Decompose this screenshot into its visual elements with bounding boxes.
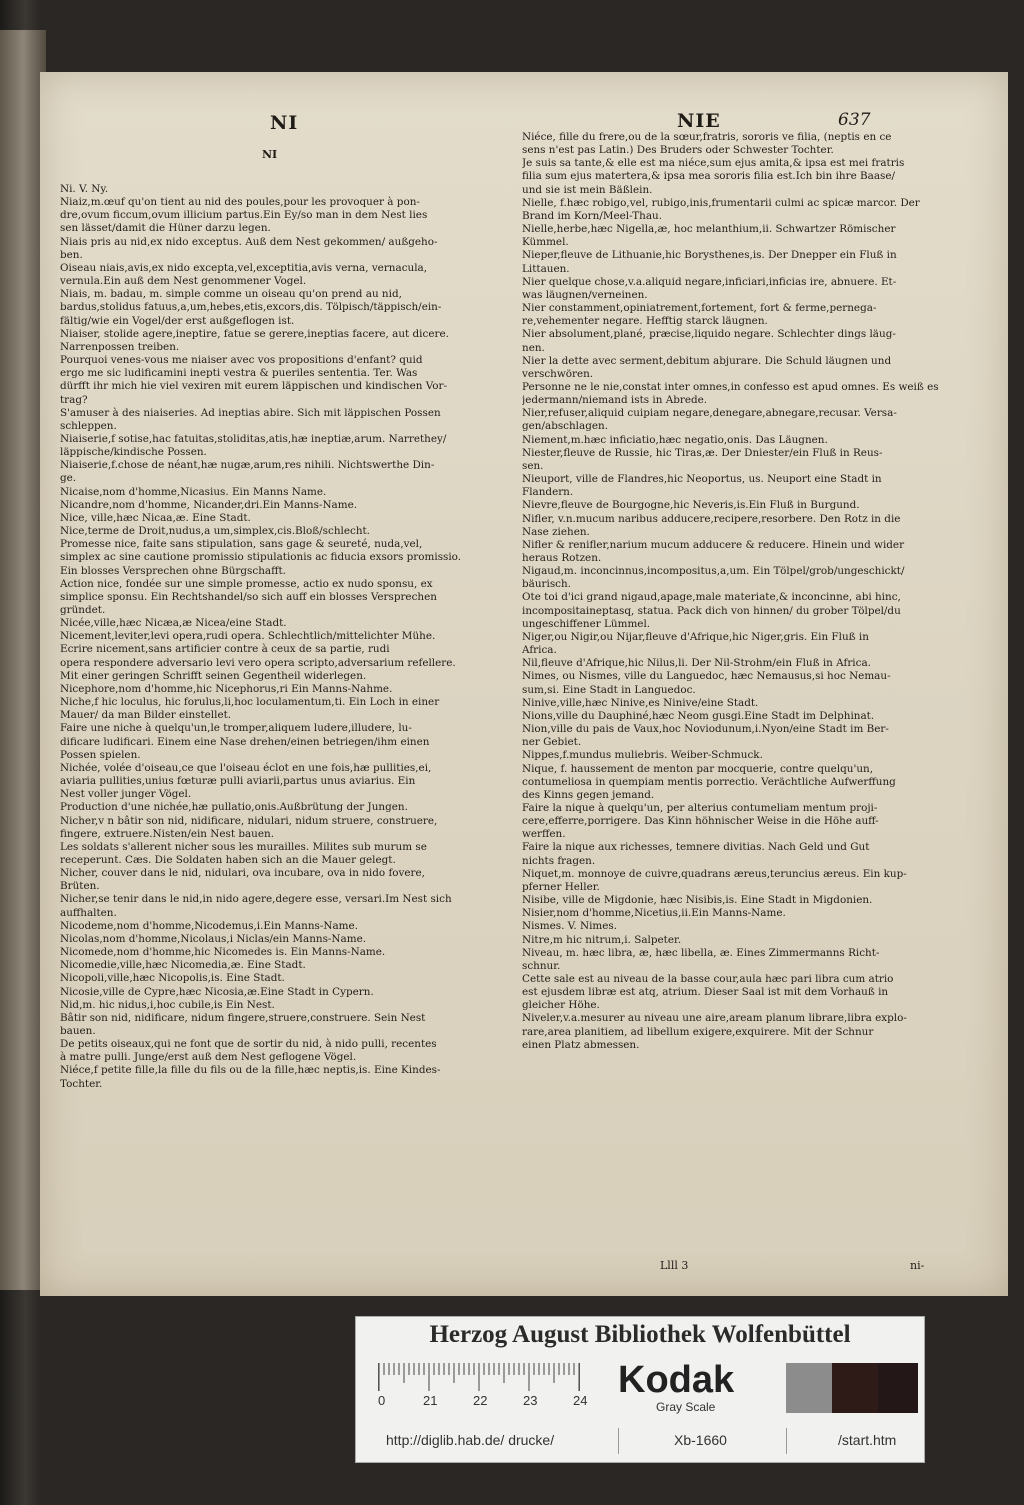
dictionary-line: dre,ovum ficcum,ovum illicium partus.Ein Ey/so man in dem Nest lies [60, 209, 428, 222]
dictionary-line: Pourquoi venes-vous me niaiser avec vos propositions d'enfant? quid [60, 354, 423, 367]
dictionary-line: Nique, f. haussement de menton par mocquerie, contre quelqu'un, [522, 762, 874, 775]
shelfmark: Xb-1660 [674, 1432, 727, 1448]
dictionary-line: sen. [522, 459, 544, 472]
right-running-head: NIE [677, 110, 721, 132]
dictionary-line: Niaiserie,f sotise,hac fatuitas,stoliditas,atis,hæ ineptiæ,arum. Narrethey/ [60, 432, 447, 445]
dictionary-line: Nifler, v.n.mucum naribus adducere,recipere,resorbere. Den Rotz in die [522, 512, 901, 525]
dictionary-line: Possen spielen. [60, 748, 141, 761]
dictionary-line: Cette sale est au niveau de la basse cour,aula hæc pari libra cum atrio [522, 973, 894, 985]
dictionary-line: Faire la nique aux richesses, temnere divitias. Nach Geld und Gut [522, 841, 870, 854]
dictionary-line: pferner Heller. [522, 880, 600, 893]
dictionary-line: gleicher Höhe. [522, 999, 600, 1012]
dictionary-line: rare,area planitiem, ad libellum exigere,exquirere. Mit der Schnur [522, 1025, 874, 1038]
section-subhead: NI [262, 148, 278, 161]
dictionary-line: Niement,m.hæc inficiatio,hæc negatio,onis. Das Läugnen. [522, 433, 828, 446]
signature-mark: Llll 3 [660, 1259, 689, 1272]
dictionary-line: Ecrire nicement,sans artificier contre à ceux de sa partie, rudi [60, 643, 390, 656]
dictionary-line: Personne ne le nie,constat inter omnes,in confesso est apud omnes. Es weiß es [522, 380, 939, 393]
dictionary-line: Niais, m. badau, m. simple comme un oiseau qu'on prend au nid, [60, 288, 402, 301]
dictionary-line: Nier constamment,opiniatrement,fortement, fort & ferme,pernega- [522, 302, 877, 315]
dictionary-line: simplice sponsu. Ein Rechtshandel/so sich auff ein blosses Versprechen [60, 590, 437, 603]
dictionary-line: Nier,refuser,aliquid cuipiam negare,denegare,abnegare,recusar. Versa- [522, 407, 897, 420]
ruler-label: 21 [423, 1393, 438, 1408]
ruler-label: 23 [523, 1393, 538, 1408]
gray-patch [832, 1363, 878, 1413]
right-entries [522, 131, 980, 1052]
ruler-label: 22 [473, 1393, 488, 1408]
dictionary-line: Nielle, f.hæc robigo,vel, rubigo,inis,frumentarii culmi ac spicæ marcor. Der [522, 196, 920, 209]
dictionary-line: Niaiserie,f.chose de néant,hæ nugæ,arum,res nihili. Nichtswerthe Din- [60, 459, 435, 472]
library-title: Herzog August Bibliothek Wolfenbüttel [429, 1321, 851, 1348]
dictionary-line: ben. [60, 248, 83, 261]
dictionary-line: gründet. [60, 604, 106, 616]
dictionary-line: vernula.Ein auß dem Nest genommener Vogel. [60, 275, 307, 288]
dictionary-line: Nieuport, ville de Flandres,hic Neoportus, us. Neuport eine Stadt in [522, 473, 882, 486]
dictionary-line: Littauen. [522, 262, 570, 275]
left-entries [60, 183, 498, 1091]
dictionary-line: verschwören. [522, 367, 594, 380]
dictionary-line: Nicodeme,nom d'homme,Nicodemus,i.Ein Manns-Name. [60, 919, 358, 932]
dictionary-line: Nisibe, ville de Migdonie, hæc Nisibis,is. Eine Stadt in Migdonien. [522, 894, 873, 907]
dictionary-line: Nippes,f.mundus muliebris. Weiber-Schmuck. [522, 749, 763, 762]
dictionary-line: cere,efferre,porrigere. Das Kinn höhnischer Weise in die Höhe auff- [522, 815, 879, 828]
dictionary-line: nichts fragen. [522, 854, 596, 867]
dictionary-line: Niger,ou Nigir,ou Nijar,fleuve d'Afrique,hic Niger,gris. Ein Fluß in [522, 630, 869, 643]
digital-library-url: http://diglib.hab.de/ drucke/ [386, 1432, 555, 1448]
dictionary-line: simplex ac sine cautione promissio stipulationis ac fiducia exsors promissio. [60, 551, 462, 564]
dictionary-line: Je suis sa tante,& elle est ma niéce,sum ejus amita,& ipsa est mei fratris [522, 157, 905, 170]
url-separator [618, 1428, 619, 1454]
dictionary-line: Nil,fleuve d'Afrique,hic Nilus,li. Der Nil-Strohm/ein Fluß in Africa. [522, 657, 871, 670]
scale-ruler [378, 1363, 580, 1391]
dictionary-line: schnur. [522, 959, 561, 972]
dictionary-line: Nion,ville du pais de Vaux,hoc Noviodunum,i.Nyon/eine Stadt im Ber- [522, 723, 889, 736]
dictionary-line: Niester,fleuve de Russie, hic Tiras,æ. Der Dniester/ein Fluß in Reus- [522, 446, 883, 459]
dictionary-line: aviaria pullities,unius fœturæ pulli aviarii,partus unus aviarius. Ein [60, 775, 416, 788]
dictionary-line: Nichée, volée d'oiseau,ce que l'oiseau éclot en une fois,hæ pullities,ei, [60, 761, 432, 774]
gray-scale-label: Gray Scale [656, 1400, 716, 1414]
dictionary-line: Bâtir son nid, nidificare, nidum fingere,struere,construere. Sein Nest [60, 1011, 426, 1024]
dictionary-line: dürfft ihr mich hie viel vexiren mit eurem läppischen und kindischen Vor- [60, 380, 447, 393]
dictionary-line: Ein blosses Versprechen ohne Bürgschafft. [60, 564, 286, 577]
dictionary-line: Les soldats s'allerent nicher sous les murailles. Milites sub murum se [60, 840, 427, 853]
dictionary-line: Nielle,herbe,hæc Nigella,æ, hoc melanthium,ii. Schwartzer Römischer [522, 223, 896, 236]
dictionary-line: Nicher,v n bâtir son nid, nidificare, nidulari, nidum struere, construere, [60, 814, 438, 827]
dictionary-line: Oiseau niais,avis,ex nido excepta,vel,exceptitia,avis verna, vernacula, [60, 261, 428, 274]
ruler-label: 24 [573, 1393, 588, 1408]
dictionary-line: läppische/kindische Possen. [60, 446, 207, 459]
dictionary-line: einen Platz abmessen. [522, 1038, 640, 1051]
dictionary-line: Nicosie,ville de Cypre,hæc Nicosia,æ.Eine Stadt in Cypern. [60, 985, 374, 998]
ruler-labels [378, 1393, 628, 1409]
dictionary-line: Africa. [522, 644, 557, 657]
ruler-ticks [379, 1363, 579, 1391]
dictionary-line: bäurisch. [522, 578, 571, 591]
dictionary-line: Niaiz,m.œuf qu'on tient au nid des poules,pour les provoquer à pon- [60, 196, 420, 209]
dictionary-line: sum,si. Eine Stadt in Languedoc. [522, 683, 696, 696]
dictionary-line: Niquet,m. monnoye de cuivre,quadrans æreus,teruncius æreus. Ein kup- [522, 867, 907, 880]
dictionary-line: gen/abschlagen. [522, 420, 608, 433]
dictionary-line: Nifler & renifler,narium mucum adducere & reducere. Hinein und wider [522, 538, 905, 551]
dictionary-line: Nicomede,nom d'homme,hic Nicomedes is. Ein Manns-Name. [60, 946, 386, 959]
catchword: ni- [910, 1259, 925, 1272]
dictionary-line: Nicaise,nom d'homme,Nicasius. Ein Manns Name. [60, 485, 327, 498]
dictionary-line: incompositaineptasq, statua. Pack dich von hinnen/ du grober Tölpel/du [522, 604, 901, 617]
dictionary-line: heraus Rotzen. [522, 552, 602, 564]
dictionary-line: Nicandre,nom d'homme, Nicander,dri.Ein Manns-Name. [60, 498, 358, 511]
dictionary-line: Nimes, ou Nismes, ville du Languedoc, hæc Nemausus,si hoc Nemau- [522, 670, 891, 683]
dictionary-line: fingere, extruere.Nisten/ein Nest bauen. [60, 827, 275, 840]
dictionary-line: Nieper,fleuve de Lithuanie,hic Borysthenes,is. Der Dnepper ein Fluß in [522, 249, 897, 262]
dictionary-line: was läugnen/verneinen. [522, 288, 648, 301]
dictionary-line: Nier absolument,plané, præcise,liquido negare. Schlechter dings läug- [522, 328, 896, 341]
dictionary-line: und sie ist mein Bäßlein. [522, 183, 653, 196]
dictionary-line: Nicée,ville,hæc Nicæa,æ Nicea/eine Stadt. [60, 617, 287, 630]
dictionary-line: Niéce,f petite fille,la fille du fils ou de la fille,hæc neptis,is. Eine Kindes- [60, 1064, 441, 1077]
dictionary-line: receperunt. Cæs. Die Soldaten haben sich an die Mauer gelegt. [60, 853, 396, 866]
dictionary-line: Faire une niche à quelqu'un,le tromper,aliquem ludere,illudere, lu- [60, 722, 412, 735]
kodak-color-strip [355, 1316, 925, 1463]
dictionary-line: bauen. [60, 1025, 96, 1037]
dictionary-line: Nicement,leviter,levi opera,rudi opera. Schlechtlich/mittelichter Mühe. [60, 630, 436, 643]
dictionary-line: Nid,m. hic nidus,i,hoc cubile,is Ein Nest. [60, 998, 275, 1011]
kodak-logo: Kodak [618, 1359, 735, 1401]
dictionary-line: Nicomedie,ville,hæc Nicomedia,æ. Eine Stadt. [60, 959, 306, 972]
book-page [40, 72, 1008, 1296]
dictionary-line: auffhalten. [60, 906, 117, 919]
dictionary-line: contumeliosa in quempiam mentis porrectio. Verächtliche Aufwerffung [522, 775, 896, 788]
dictionary-line: filia sum ejus matertera,& ipsa mea sororis filia est.Ich bin ihre Baase/ [522, 170, 896, 183]
dictionary-line: Nase ziehen. [522, 525, 590, 538]
dictionary-line: Nice, ville,hæc Nicaa,æ. Eine Stadt. [60, 511, 251, 524]
dictionary-line: nen. [522, 341, 545, 354]
dictionary-line: dificare ludificari. Einem eine Nase drehen/einen betriegen/ihm einen [60, 735, 430, 748]
dictionary-line: sens n'est pas Latin.) Des Bruders oder Schwester Tochter. [522, 144, 834, 157]
url-row [356, 1424, 924, 1456]
dictionary-line: Nicher,se tenir dans le nid,in nido agere,degere esse, versari.Im Nest sich [60, 893, 452, 906]
dictionary-line: re,vehementer negare. Hefftig starck läugnen. [522, 315, 768, 328]
dictionary-line: Nicher, couver dans le nid, nidulari, ova incubare, ova in nido fovere, [60, 867, 425, 880]
dictionary-line: jedermann/niemand ists in Abrede. [522, 394, 708, 407]
dictionary-line: ge. [60, 472, 77, 485]
url-suffix: /start.htm [838, 1432, 897, 1448]
dictionary-line: Nicephore,nom d'homme,hic Nicephorus,ri Ein Manns-Nahme. [60, 682, 393, 695]
dictionary-line: Nitre,m hic nitrum,i. Salpeter. [522, 933, 682, 946]
ruler-label: 0 [378, 1393, 386, 1408]
dictionary-line: Niveau, m. hæc libra, æ, hæc libella, æ. Eines Zimmermanns Richt- [522, 946, 880, 959]
dictionary-line: Flandern. [522, 486, 574, 499]
dictionary-line: Nice,terme de Droit,nudus,a um,simplex,cis.Bloß/schlecht. [60, 525, 370, 538]
dictionary-line: Nicopoli,ville,hæc Nicopolis,is. Eine Stadt. [60, 972, 285, 985]
dictionary-line: ungeschiffener Lümmel. [522, 617, 651, 630]
dictionary-line: Nions,ville du Dauphiné,hæc Neom gusgi.Eine Stadt im Delphinat. [522, 709, 875, 722]
gray-patch [878, 1363, 918, 1413]
dictionary-line: est ejusdem libræ est atq, atrium. Dieser Saal ist mit dem Vorhauß in [522, 986, 889, 999]
dictionary-line: Mauer/ da man Bilder einstellet. [60, 709, 232, 722]
dictionary-line: werffen. [522, 828, 566, 841]
dictionary-line: ner Gebiet. [522, 736, 582, 749]
dictionary-line: Ote toi d'ici grand nigaud,apage,male materiate,& inconcinne, abi hinc, [522, 591, 901, 604]
page-number: 637 [838, 110, 871, 130]
gray-patch [786, 1363, 832, 1413]
dictionary-line: Nisier,nom d'homme,Nicetius,ii.Ein Manns-Name. [522, 907, 786, 920]
dictionary-line: Faire la nique à quelqu'un, per alterius contumeliam mentum proji- [522, 801, 878, 814]
dictionary-line: Niais pris au nid,ex nido exceptus. Auß dem Nest gekommen/ außgeho- [60, 235, 438, 248]
dictionary-line: Nest voller junger Vögel. [60, 788, 192, 801]
dictionary-line: Promesse nice, faite sans stipulation, sans gage & seureté, nuda,vel, [60, 538, 423, 551]
dictionary-line: Mit einer geringen Schrifft seinen Gegentheil widerlegen. [60, 669, 367, 682]
dictionary-line: Nievre,fleuve de Bourgogne,hic Neveris,is.Ein Fluß in Burgund. [522, 499, 860, 512]
dictionary-line: Niaiser, stolide agere,ineptire, fatue se gerere,ineptias facere, aut dicere. [60, 327, 449, 340]
dictionary-line: sen lässet/damit die Hüner darzu legen. [60, 222, 271, 235]
dictionary-line: Nigaud,m. inconcinnus,incompositus,a,um. Ein Tölpel/grob/ungeschickt/ [522, 565, 905, 578]
dictionary-line: Niche,f hic loculus, hic forulus,li,hoc loculamentum,ti. Ein Loch in einer [60, 696, 440, 709]
dictionary-line: Nier quelque chose,v.a.aliquid negare,inficiari,inficias ire, abnuere. Et- [522, 275, 897, 288]
dictionary-line: trag? [60, 393, 88, 406]
url-separator [786, 1428, 787, 1454]
dictionary-line: Nier la dette avec serment,debitum abjurare. Die Schuld läugnen und [522, 354, 892, 367]
dictionary-line: des Kinns gegen jemand. [522, 788, 655, 801]
dictionary-line: S'amuser à des niaiseries. Ad ineptias abire. Sich mit läppischen Possen [60, 406, 441, 419]
dictionary-line: ergo me sic ludificamini inepti vestra & pueriles sententia. Ter. Was [60, 367, 418, 380]
dictionary-line: Niéce, fille du frere,ou de la sœur,fratris, sororis ve filia, (neptis en ce [522, 131, 892, 143]
dictionary-line: Tochter. [60, 1077, 103, 1090]
dictionary-line: Ninive,ville,hæc Ninive,es Ninive/eine Stadt. [522, 696, 759, 709]
dictionary-line: Kümmel. [522, 236, 569, 249]
dictionary-line: Ni. V. Ny. [60, 183, 109, 195]
left-running-head: NI [270, 112, 299, 134]
dictionary-line: opera respondere adversario levi vero opera scripto,adversarium refellere. [60, 656, 456, 669]
dictionary-line: fältig/wie ein Vogel/der erst außgeflogen ist. [60, 314, 295, 327]
dictionary-line: Action nice, fondée sur une simple promesse, actio ex nudo sponsu, ex [60, 577, 433, 590]
dictionary-line: Niveler,v.a.mesurer au niveau une aire,aream planum librare,libra explo- [522, 1012, 907, 1025]
dictionary-line: Narrenpossen treiben. [60, 340, 180, 353]
dictionary-line: schleppen. [60, 419, 117, 432]
dictionary-line: Brüten. [60, 880, 100, 893]
dictionary-line: Nicolas,nom d'homme,Nicolaus,i Niclas/ein Manns-Name. [60, 932, 367, 945]
dictionary-line: Brand im Korn/Meel-Thau. [522, 209, 663, 222]
dictionary-line: Nismes. V. Nimes. [522, 920, 618, 933]
dictionary-line: Production d'une nichée,hæ pullatio,onis.Außbrütung der Jungen. [60, 801, 408, 814]
dictionary-line: à matre pulli. Junge/erst auß dem Nest geflogene Vögel. [60, 1051, 357, 1064]
dictionary-line: De petits oiseaux,qui ne font que de sortir du nid, à nido pulli, recentes [60, 1038, 437, 1051]
dictionary-line: bardus,stolidus fatuus,a,um,hebes,etis,excors,dis. Tölpisch/täppisch/ein- [60, 301, 442, 314]
